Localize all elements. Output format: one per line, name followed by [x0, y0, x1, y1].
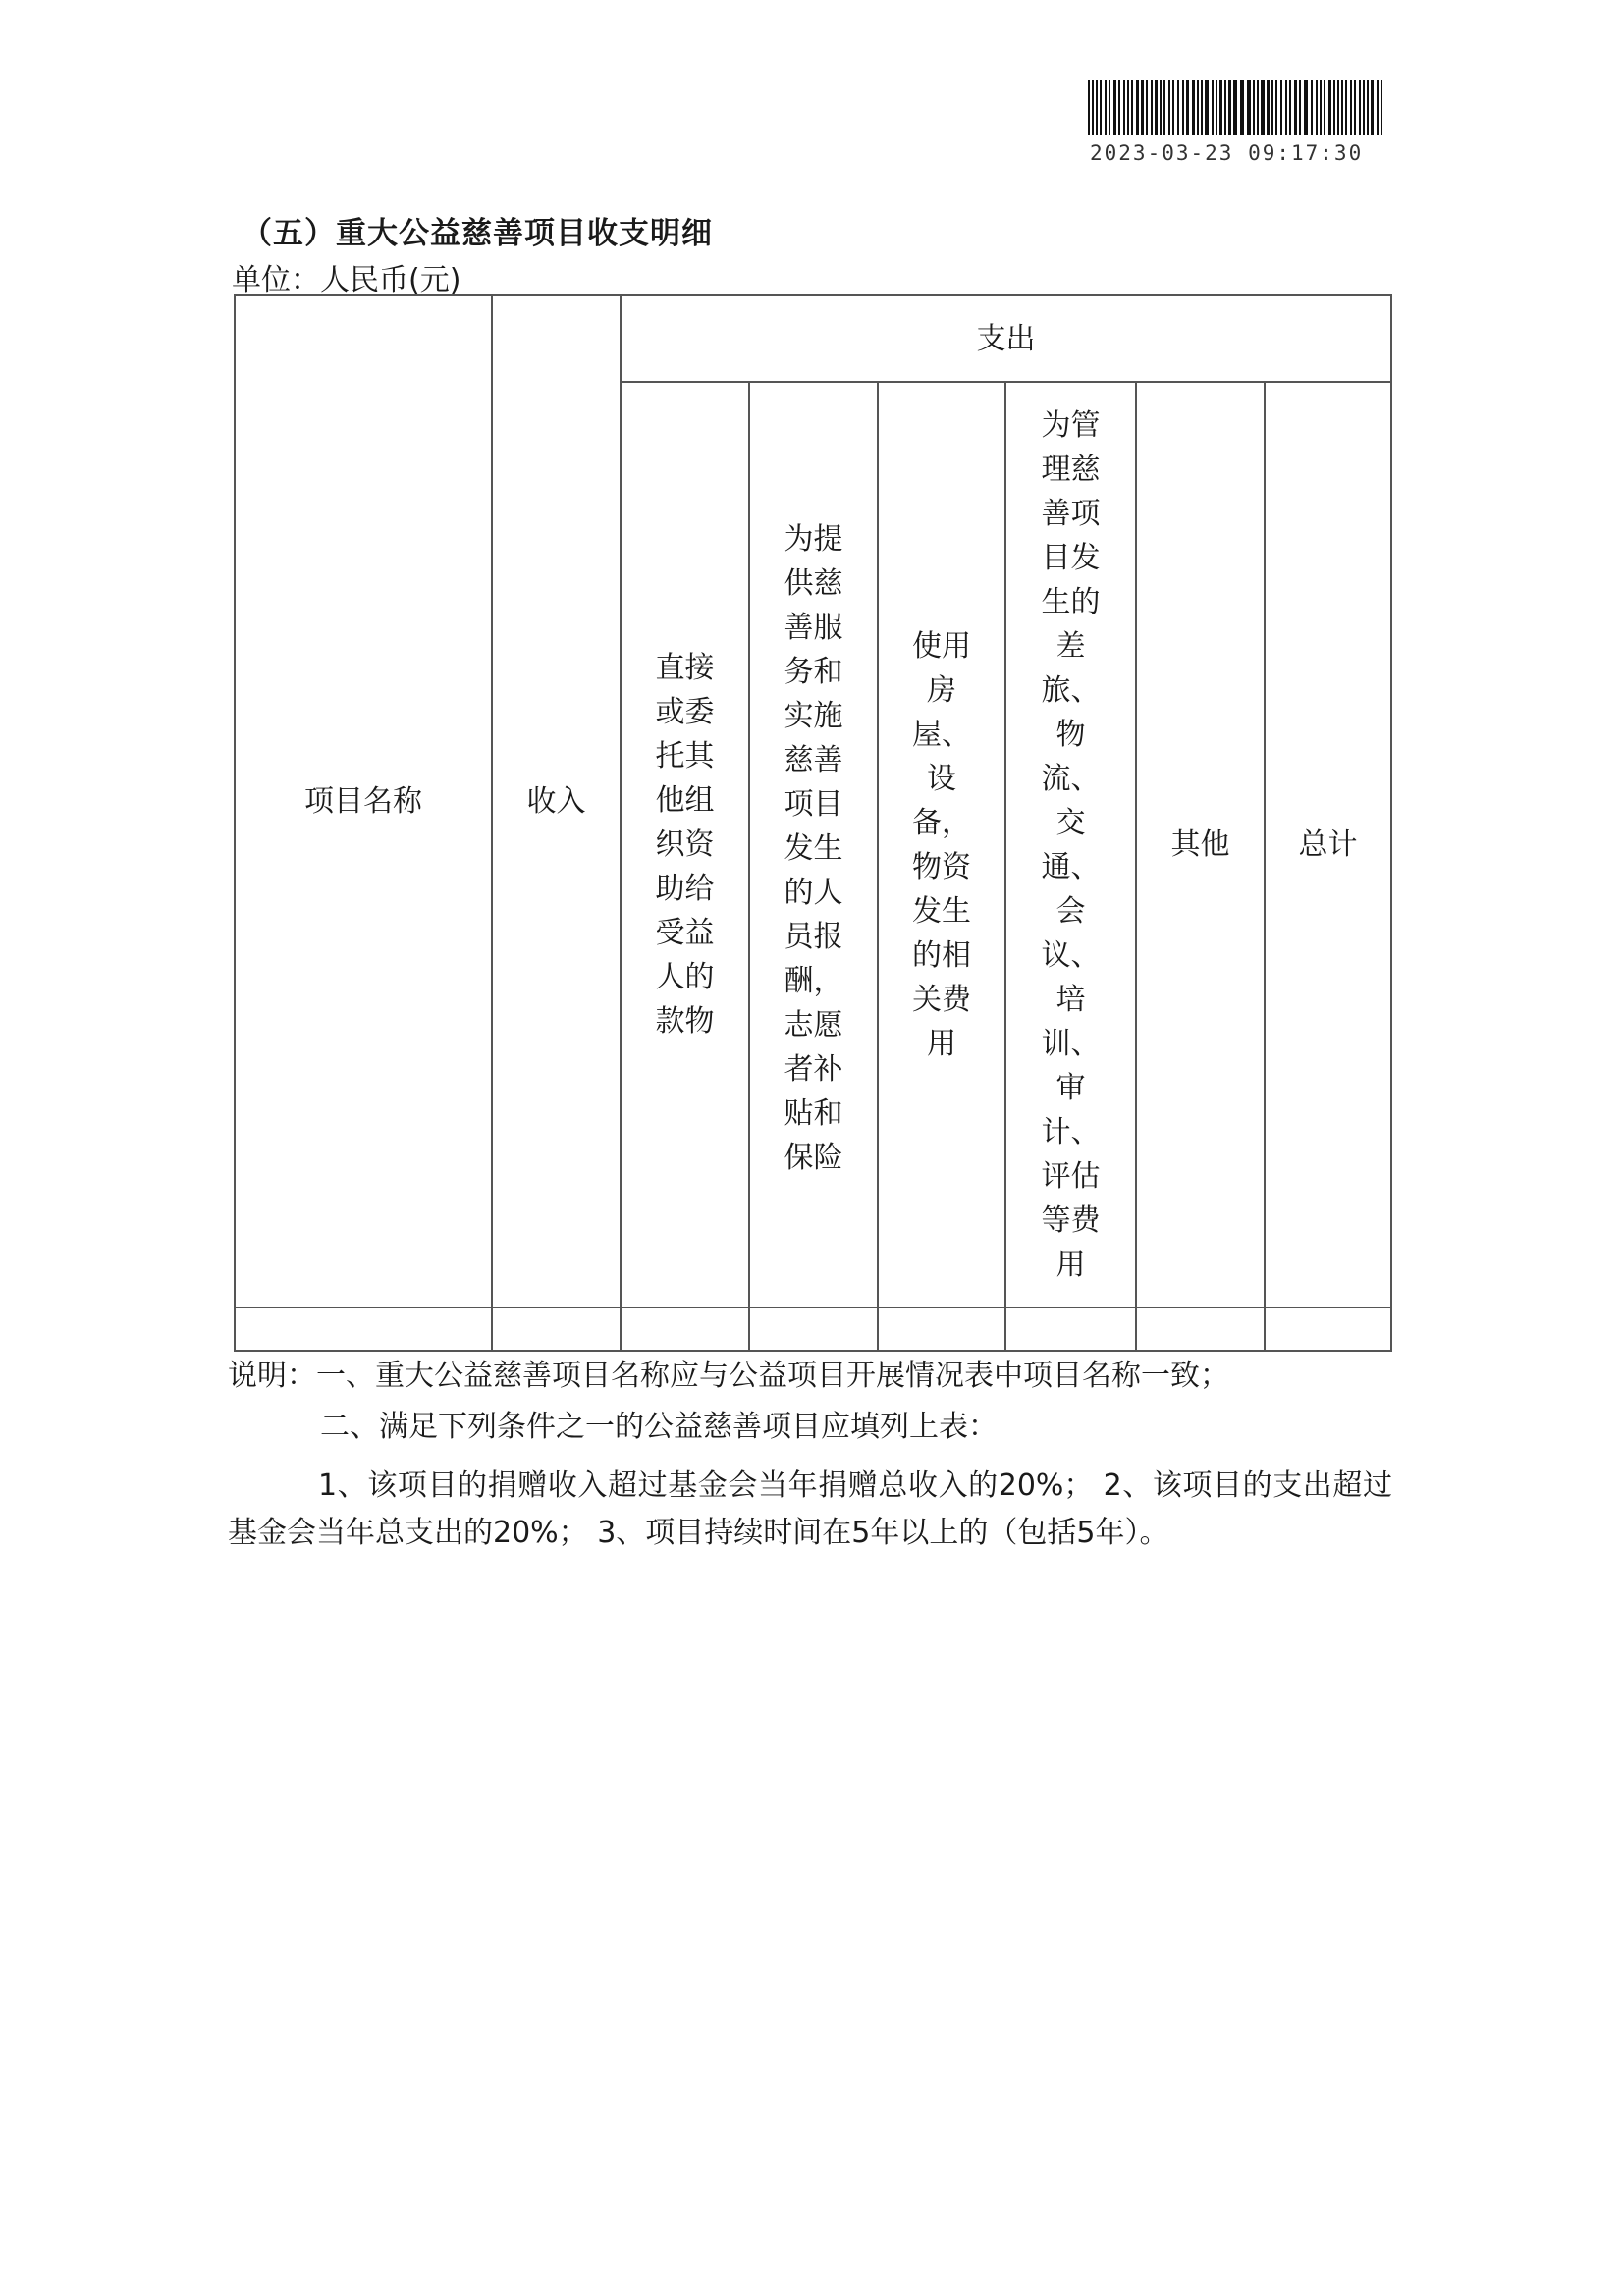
barcode-bar — [1092, 80, 1094, 135]
barcode-bar — [1354, 80, 1356, 135]
barcode-timestamp: 2023-03-23 09:17:30 — [1090, 141, 1364, 165]
barcode-bar — [1363, 80, 1365, 135]
barcode-bar — [1377, 80, 1379, 135]
barcode-bar — [1182, 80, 1184, 135]
barcode-bar — [1337, 80, 1339, 135]
barcode-bar — [1151, 80, 1153, 135]
barcode-bar — [1345, 80, 1347, 135]
header-personnel-costs: 为提供慈善服务和实施慈善项目发生的人员报酬，志愿者补贴和保险 — [749, 382, 878, 1308]
header-management-costs: 为管理慈善项目发生的差旅、物流、交通、会议、培训、审计、评估等费用 — [1005, 382, 1136, 1308]
barcode-bar — [1168, 80, 1170, 135]
barcode-bar — [1240, 80, 1244, 135]
barcode-bar — [1136, 80, 1139, 135]
barcode-bar — [1212, 80, 1214, 135]
barcode-bar — [1341, 80, 1343, 135]
barcode-bar — [1201, 80, 1203, 135]
barcode-bar — [1271, 80, 1273, 135]
cell-other — [1136, 1308, 1265, 1351]
barcode-bar — [1141, 80, 1144, 135]
barcode-bar — [1105, 80, 1107, 135]
barcode-bar — [1219, 80, 1222, 135]
barcode-bar — [1371, 80, 1374, 135]
barcode-bar — [1177, 80, 1179, 135]
barcode-bar — [1381, 80, 1382, 135]
header-facility-costs: 使用房屋、设备，物资发生的相关费用 — [878, 382, 1005, 1308]
barcode-bar — [1163, 80, 1165, 135]
barcode-bar — [1100, 80, 1102, 135]
barcode-bar — [1197, 80, 1199, 135]
barcode-bar — [1172, 80, 1174, 135]
barcode-bar — [1367, 80, 1369, 135]
barcode-bar — [1186, 80, 1189, 135]
cell-income — [492, 1308, 621, 1351]
barcode-bar — [1233, 80, 1237, 135]
barcode-bar — [1224, 80, 1226, 135]
barcode-bar — [1316, 80, 1318, 135]
barcode-bar — [1280, 80, 1282, 135]
barcode-bar — [1096, 80, 1098, 135]
barcode-bar — [1146, 80, 1148, 135]
barcode-bar — [1350, 80, 1352, 135]
barcode-bar — [1216, 80, 1217, 135]
currency-unit: 单位：人民币(元) — [232, 263, 461, 297]
barcode-bar — [1359, 80, 1361, 135]
barcode-bar — [1311, 80, 1313, 135]
barcode-bar — [1324, 80, 1325, 135]
barcode-bar — [1127, 80, 1129, 135]
barcode-bar — [1113, 80, 1116, 135]
barcode-bar — [1285, 80, 1287, 135]
barcode-bar — [1088, 80, 1090, 135]
section-title: （五）重大公益慈善项目收支明细 — [242, 216, 713, 251]
barcode-bar — [1192, 80, 1195, 135]
header-expense-group: 支出 — [621, 295, 1391, 382]
barcode-bar — [1328, 80, 1331, 135]
note-line-2: 二、满足下列条件之一的公益慈善项目应填列上表： — [320, 1410, 998, 1444]
barcode-bar — [1123, 80, 1125, 135]
barcode-bar — [1320, 80, 1322, 135]
barcode-bar — [1289, 80, 1291, 135]
barcode-bar — [1267, 80, 1270, 135]
header-direct-aid: 直接或委托其他组织资助给受益人的款物 — [621, 382, 749, 1308]
barcode-bar — [1109, 80, 1110, 135]
note-line-3: 1、该项目的捐赠收入超过基金会当年捐赠总收入的20%； 2、该项目的支出超过基金会当年总支出的20%； 3、项目持续时间在5年以上的（包括5年）。 — [228, 1468, 1392, 1550]
cell-project-name — [235, 1308, 492, 1351]
barcode-bar — [1333, 80, 1335, 135]
barcode-bar — [1155, 80, 1158, 135]
barcode — [1088, 80, 1382, 135]
cell-personnel-costs — [749, 1308, 878, 1351]
project-expense-table — [234, 294, 1392, 1352]
header-project-name: 项目名称 — [235, 295, 492, 1308]
barcode-bar — [1253, 80, 1255, 135]
barcode-bar — [1160, 80, 1162, 135]
cell-management-costs — [1005, 1308, 1136, 1351]
barcode-bar — [1205, 80, 1209, 135]
cell-direct-aid — [621, 1308, 749, 1351]
header-total: 总计 — [1265, 382, 1391, 1308]
barcode-bar — [1261, 80, 1265, 135]
cell-facility-costs — [878, 1308, 1005, 1351]
cell-total — [1265, 1308, 1391, 1351]
header-other: 其他 — [1136, 382, 1265, 1308]
barcode-bar — [1275, 80, 1277, 135]
barcode-bar — [1257, 80, 1259, 135]
header-income: 收入 — [492, 295, 621, 1308]
barcode-bar — [1131, 80, 1133, 135]
barcode-bar — [1118, 80, 1120, 135]
note-line-1: 说明：一、重大公益慈善项目名称应与公益项目开展情况表中项目名称一致； — [228, 1359, 1229, 1393]
barcode-bar — [1304, 80, 1308, 135]
barcode-bar — [1294, 80, 1297, 135]
barcode-bar — [1228, 80, 1231, 135]
barcode-bar — [1299, 80, 1301, 135]
barcode-bar — [1247, 80, 1251, 135]
table-row — [235, 1308, 1391, 1351]
